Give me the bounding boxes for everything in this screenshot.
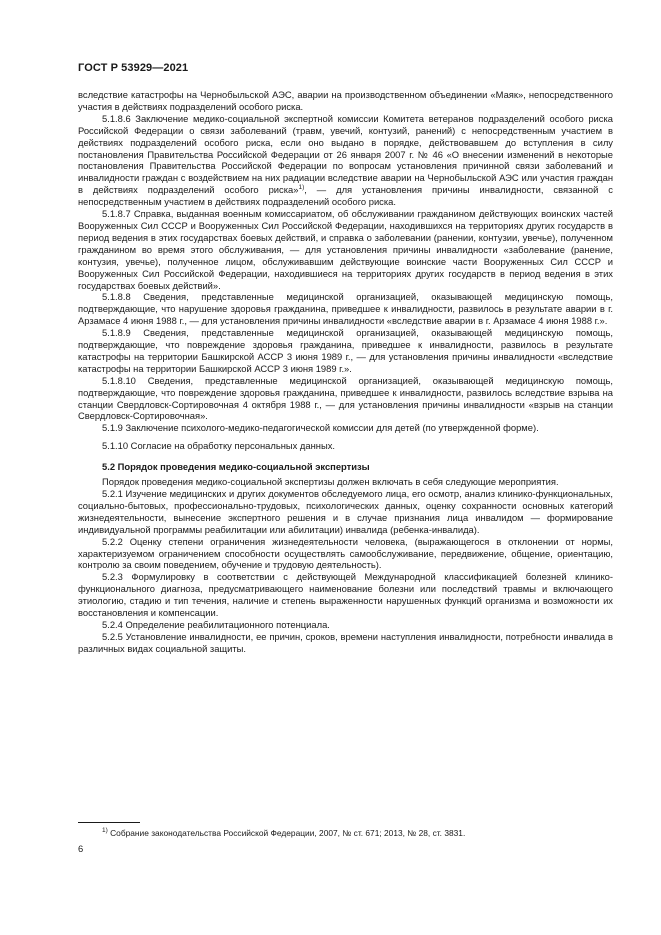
paragraph-5-1-9: 5.1.9 Заключение психолого-медико-педагогической комиссии для детей (по утвержденной форме). <box>102 422 539 434</box>
footnote <box>102 828 465 838</box>
paragraph-5-2-5: 5.2.5 Установление инвалидности, ее причин, сроков, времени наступления инвалидности, потребности инвалида в различных видах социальной защиты. <box>78 630 613 654</box>
paragraph-text: 5.1.8.6 Заключение медико-социальной экспертной комиссии Комитета ветеранов подразделений особого риска Российской Федерации о связи заболеваний (травм, увечий, контузий, ранений) с непосредственным участием в действиях подразделений особого риска, если оно выдано в порядке, действовавшем до вступления в силу постановления Правительства Российской Федерации от 26 января 2007 г. № 46 «О внесении изменений в некоторые постановления Правительства Российской Федерации по вопросам установления причинной связи заболеваний и инвалидности граждан с воздействием на них радиации вследствие аварии на Чернобыльской АЭС или участия граждан в действиях подразделений особого риска» <box>78 112 613 196</box>
section-heading-5-2: 5.2 Порядок проведения медико-социальной экспертизы <box>102 461 370 473</box>
paragraph-5-1-8-10: 5.1.8.10 Сведения, представленные медицинской организацией, оказывающей медицинскую помощь, подтверждающие, что повреждение здоровья гражданина, приведшее к инвалидности, развилось вследствие взрыва на станции Свердловск-Сортировочная 4 октября 1988 г., — для установления причины инвалидности «взрыв на станции Свердловск-Сортировочная». <box>78 374 613 422</box>
document-header: ГОСТ Р 53929—2021 <box>78 62 189 74</box>
body-text <box>78 89 613 655</box>
footnote-text: Собрание законодательства Российской Федерации, 2007, № ст. 671; 2013, № 28, ст. 3831. <box>110 828 466 838</box>
paragraph-text-tail: , — для установления причины инвалидности, связанной с непосредственным участием в действиях подразделений особого риска. <box>78 184 613 208</box>
paragraph-5-1-8-8: 5.1.8.8 Сведения, представленные медицинской организацией, оказывающей медицинскую помощь, подтверждающие, что нарушение здоровья гражданина, приведшее к инвалидности, развилось в результате аварии в г. Арзамасе 4 июня 1988 г., — для установления причины инвалидности «вследствие аварии в г. Арзамасе 4 июня 1988 г.». <box>78 291 613 327</box>
page-number: 6 <box>78 843 84 854</box>
paragraph-5-2-3: 5.2.3 Формулировку в соответствии с действующей Международной классификацией болезней клинико-функционального диагноза, предусматривающего наименование болезни или последствий травмы и включающего этиологию, стадию и тип течения, наличие и степень выраженности нарушенных функций организма и возможности их восстановления и компенсации. <box>78 571 613 619</box>
paragraph-5-1-8-7: 5.1.8.7 Справка, выданная военным комиссариатом, об обслуживании гражданином действующих воинских частей Вооруженных Сил СССР и Вооруженных Сил Российской Федерации, находившихся на территориях других государств в период ведения в этих государствах боевых действий, и справка о заболевании (ранении, контузии, увечье), полученном гражданином во время этого обслуживания, — для установления причины инвалидности «заболевание (ранение, контузия, увечье), полученное лицом, обслуживавшим действующие воинские части Вооруженных Сил СССР и Вооруженных Сил Российской Федерации, находившиеся на территориях других государств в период ведения в этих государствах боевых действий». <box>78 208 613 291</box>
footnote-divider <box>78 822 140 823</box>
paragraph-5-1-8-6 <box>78 113 613 208</box>
paragraph-5-1-8-9: 5.1.8.9 Сведения, представленные медицинской организацией, оказывающей медицинскую помощь, подтверждающие, что повреждение здоровья гражданина, приведшее к инвалидности, развилось в результате катастрофы на территории Башкирской АССР 3 июня 1989 г., — для установления причины инвалидности «вследствие катастрофы на территории Башкирской АССР 3 июня 1989 г.». <box>78 327 613 374</box>
paragraph-5-2-1: 5.2.1 Изучение медицинских и других документов обследуемого лица, его осмотр, анализ клинико-функциональных, социально-бытовых, профессионально-трудовых, психологических данных, оценку сохранности основных категорий жизнедеятельности, вынесение экспертного решения и в случае признания лица инвалидом — формирование индивидуальной программы реабилитации или абилитации) инвалида (ребенка-инвалида). <box>78 488 613 535</box>
paragraph-continuation: вследствие катастрофы на Чернобыльской АЭС, аварии на производственном объединении «Маяк», непосредственного участия в действиях подразделений особого риска. <box>78 89 613 112</box>
paragraph-5-1-10: 5.1.10 Согласие на обработку персональных данных. <box>102 440 336 452</box>
paragraph-5-2-4: 5.2.4 Определение реабилитационного потенциала. <box>102 618 330 630</box>
paragraph-5-2-2: 5.2.2 Оценку степени ограничения жизнедеятельности человека, (выражающегося в отклонении от нормы, характеризуемом ограничением способности осуществлять самообслуживание, передвижение, общение, ориентацию, контролю за своим поведением, обучение и трудовую деятельность). <box>78 535 613 571</box>
paragraph-5-2-intro: Порядок проведения медико-социальной экспертизы должен включать в себя следующие мероприятия. <box>102 476 559 488</box>
footnote-marker: 1) <box>102 827 108 835</box>
footnote-ref[interactable]: 1) <box>298 184 305 192</box>
